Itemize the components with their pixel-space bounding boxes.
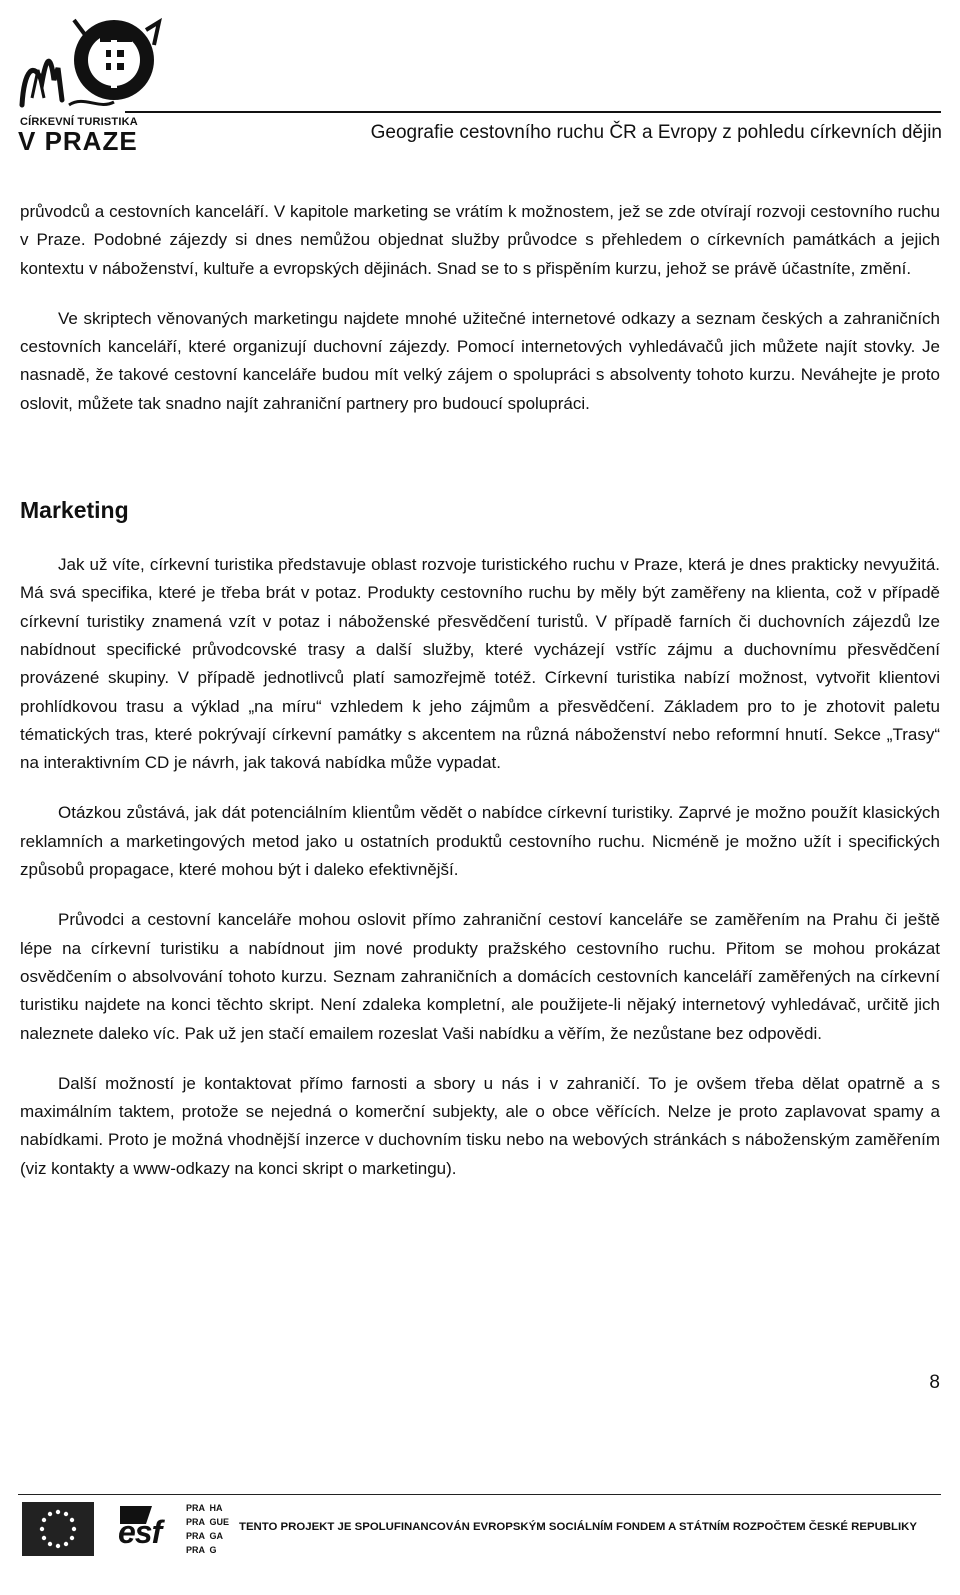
funding-notice: TENTO PROJEKT JE SPOLUFINANCOVÁN EVROPSKÝM SOCIÁLNÍM FONDEM A STÁTNÍM ROZPOČTEM ČESKÉ REPUBLIKY: [239, 1521, 917, 1533]
eu-flag-icon: [22, 1502, 94, 1556]
spacer: [20, 884, 940, 906]
footer-rule: [18, 1494, 941, 1495]
logo-subtitle: CÍRKEVNÍ TURISTIKA: [20, 116, 138, 128]
cirkevni-turistika-logo: [14, 10, 164, 156]
page-header: [0, 0, 960, 160]
praha-logo-cell: PRA: [186, 1517, 206, 1527]
page-number: 8: [929, 1372, 940, 1393]
praha-logo-cell: HA: [209, 1503, 223, 1513]
praha-logo-cell: PRA: [186, 1503, 206, 1513]
paragraph: Otázkou zůstává, jak dát potenciálním klientům vědět o nabídce církevní turistiky. Zaprvé je možno použít klasických reklamních a marketingových metod jako u ostatních produktů cestovního ruchu. Nicméně je možno užít i specifických způsobů propagace, které mohou být i daleko efektivnější.: [20, 803, 940, 880]
paragraph: Ve skriptech věnovaných marketingu najdete mnohé užitečné internetové odkazy a seznam českých a zahraničních cestovních kanceláří, které organizují duchovní zájezdy. Pomocí internetových vyhledávačů jich můžete najít stovky. Je nasnadě, že takové cestovní kanceláře budou mít velký zájem o spolupráci s absolventy tohoto kurzu. Neváhejte je proto oslovit, můžete tak snadno najít zahraniční partnery pro budoucí spolupráci.: [20, 308, 940, 413]
logo-title: V PRAZE: [18, 126, 138, 156]
section-heading: Marketing: [20, 497, 129, 524]
praha-logo-cell: PRA: [186, 1545, 206, 1555]
spacer: [20, 777, 940, 799]
praha-logo: [186, 1502, 232, 1557]
logo-emblem-icon: [14, 10, 164, 115]
paragraph: průvodců a cestovních kanceláří. V kapitole marketing se vrátím k možnostem, jež se zde otvírají rozvoji cestovního ruchu v Praze. Podobné zájezdy si dnes nemůžou objednat služby průvodce s přehledem o církevních památkách a jejich kontextu v náboženství, kultuře a evropských dějinách. Snad se to s přispěním kurzu, jehož se právě účastníte, změní.: [20, 202, 940, 278]
header-rule: [125, 111, 941, 113]
praha-logo-cell: GA: [209, 1531, 223, 1541]
praha-logo-cell: GUE: [209, 1517, 230, 1527]
page-content: [20, 198, 940, 1183]
paragraph: Další možností je kontaktovat přímo farnosti a sbory u nás i v zahraničí. To je ovšem třeba dělat opatrně a s maximálním taktem, protože se nejedná o komerční subjekty, ale o obce věřících. Nelze je proto zaplavovat spamy a nabídkami. Proto je možná vhodnější inzerce v duchovním tisku nebo na webových stránkách s náboženským zaměřením (viz kontakty a www-odkazy na konci skript o marketingu).: [20, 1073, 940, 1178]
praha-logo-cell: G: [209, 1545, 217, 1555]
spacer: [20, 283, 940, 305]
paragraph: Jak už víte, církevní turistika představuje oblast rozvoje turistického ruchu v Praze, která je dnes prakticky nevyužitá. Má svá specifika, které je třeba brát v potaz. Produkty cestovního ruchu by měly být zaměřeny na klienta, což v případě církevní turistiky znamená vzít v potaz i náboženské přesvědčení turistů. V případě farních či duchovních zájezdů lze nabídnout specifické průvodcovské trasy a další služby, které vycházejí vstříc zájmu a duchovnímu přesvědčení provázené skupiny. V případě jednotlivců platí samozřejmě totéž. Církevní turistika nabízí možnost, vytvořit klientovi prohlídkovou trasu a výklad „na míru“ vzhledem k jeho zájmům a přesvědčení. Základem pro to je zhotovit paletu tématických tras, které pokrývají církevní památky s akcentem na různá náboženství nebo reformní hnutí. Sekce „Trasy“ na interaktivním CD je návrh, jak taková nabídka může vypadat.: [20, 555, 940, 773]
page-footer: [0, 1490, 960, 1595]
praha-logo-cell: PRA: [186, 1531, 206, 1541]
spacer: [20, 524, 940, 551]
esf-logo-text: esf: [118, 1514, 162, 1550]
document-title: Geografie cestovního ruchu ČR a Evropy z pohledu církevních dějin: [370, 122, 942, 143]
spacer: [20, 1048, 940, 1070]
paragraph: Průvodci a cestovní kanceláře mohou oslovit přímo zahraniční cestoví kanceláře se zaměřením na Prahu či ještě lépe na církevní turistiku a nabídnout jim nové produkty pražského cestovního ruchu. Přitom se mohou prokázat osvědčením o absolvování tohoto kurzu. Seznam zahraničních a domácích cestovních kanceláří zaměřených na církevní turistiku najdete na konci těchto skript. Není zdaleka kompletní, ale použijete-li nějaký internetový vyhledávač, určitě jich naleznete daleko víc. Pak už jen stačí emailem rozeslat Vaši nabídku a věřím, že nezůstane bez odpovědi.: [20, 910, 940, 1043]
spacer: [20, 418, 940, 496]
